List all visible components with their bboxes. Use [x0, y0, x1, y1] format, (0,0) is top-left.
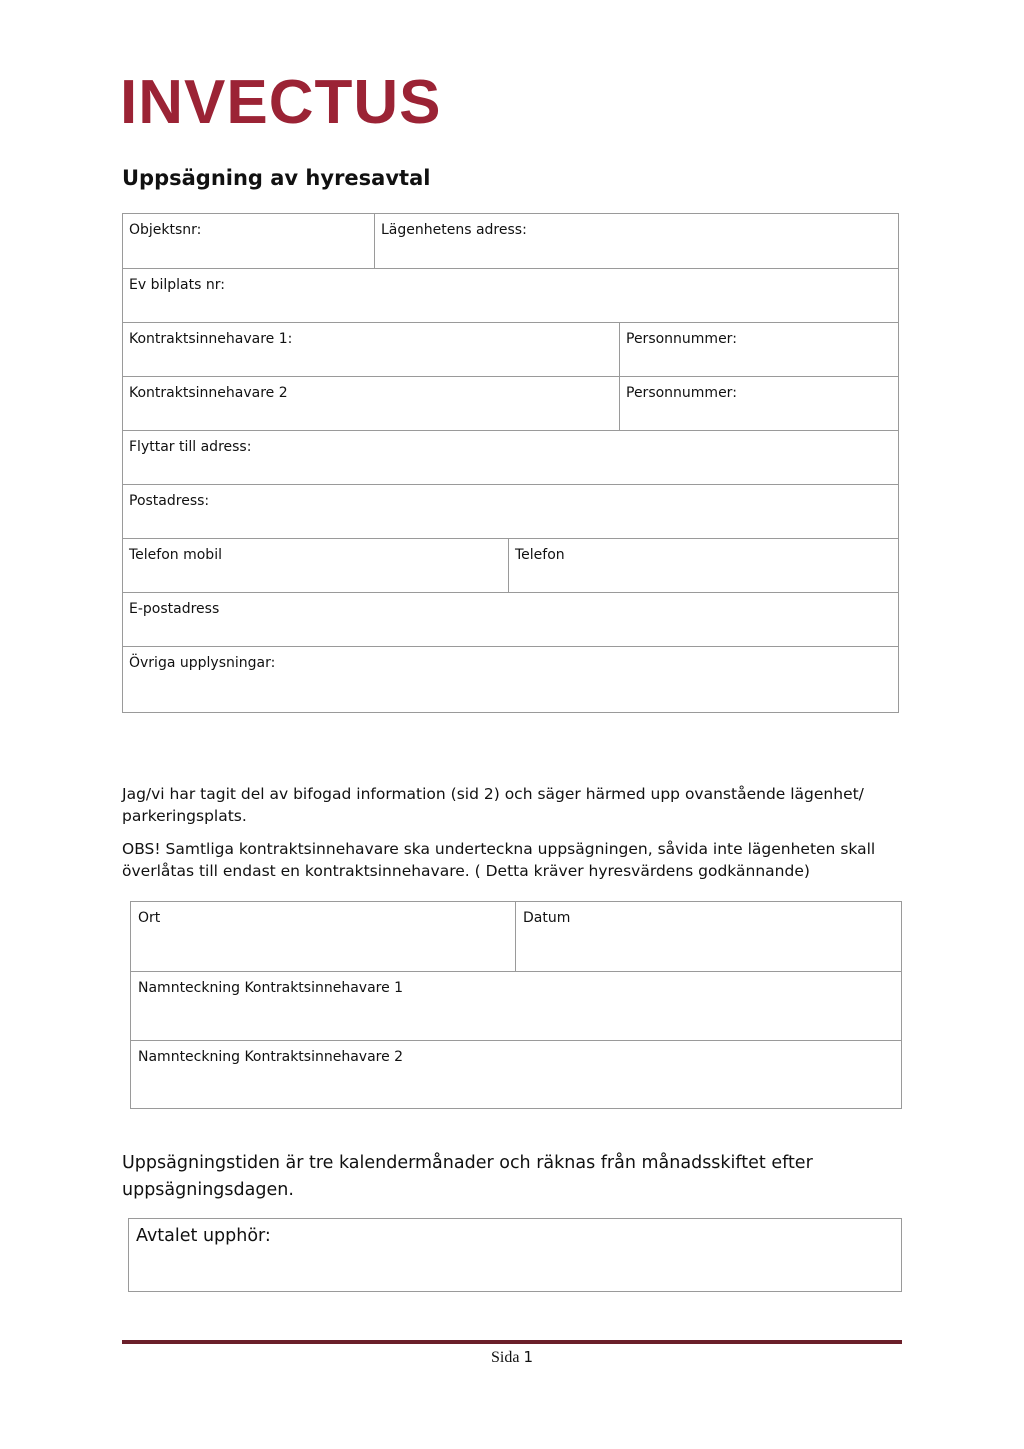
form-row [123, 592, 898, 646]
parking-number-field[interactable]: Ev bilplats nr: [129, 277, 225, 293]
moving-address-field[interactable]: Flyttar till adress: [129, 439, 252, 455]
tenant-info-form [122, 213, 899, 713]
other-info-field[interactable]: Övriga upplysningar: [129, 655, 276, 671]
page-title: Uppsägning av hyresavtal [122, 166, 431, 190]
phone-field[interactable]: Telefon [508, 539, 898, 592]
form-row [123, 268, 898, 322]
form-row [123, 430, 898, 484]
contract-end-field[interactable]: Avtalet upphör: [136, 1226, 271, 1246]
signature-form [130, 901, 902, 1109]
contract-end-box [128, 1218, 902, 1292]
page-number: 1 [523, 1348, 533, 1366]
form-row [131, 902, 901, 971]
postal-address-field[interactable]: Postadress: [129, 493, 210, 509]
form-row [123, 214, 898, 268]
signature-1-field[interactable]: Namnteckning Kontraktsinnehavare 1 [138, 980, 404, 996]
apartment-address-field[interactable]: Lägenhetens adress: [374, 214, 898, 268]
contract-holder-1-field[interactable]: Kontraktsinnehavare 1: [129, 331, 293, 347]
form-row [123, 538, 898, 592]
contract-holder-2-field[interactable]: Kontraktsinnehavare 2 [129, 385, 288, 401]
objektsnr-field[interactable]: Objektsnr: [129, 222, 202, 238]
footer-divider [122, 1340, 902, 1344]
email-field[interactable]: E-postadress [129, 601, 220, 617]
form-row [131, 971, 901, 1040]
form-row [131, 1040, 901, 1108]
date-field[interactable]: Datum [515, 902, 901, 971]
obs-text: OBS! Samtliga kontraktsinnehavare ska underteckna uppsägningen, såvida inte lägenheten skall överlåtas till endast en kontraktsinnehavare. ( Detta kräver hyresvärdens godkännande) [122, 840, 876, 880]
signature-2-field[interactable]: Namnteckning Kontraktsinnehavare 2 [138, 1049, 404, 1065]
page-label: Sida [491, 1349, 520, 1366]
form-row [123, 484, 898, 538]
declaration-text: Jag/vi har tagit del av bifogad information (sid 2) och säger härmed upp ovanstående lägenhet/ parkeringsplats. [122, 785, 864, 825]
company-logo: INVECTUS [120, 68, 442, 137]
page-footer [0, 1348, 1024, 1367]
mobile-phone-field[interactable]: Telefon mobil [129, 547, 222, 563]
form-row [123, 646, 898, 714]
place-field[interactable]: Ort [138, 910, 161, 926]
form-row [123, 322, 898, 376]
personal-number-2-field[interactable]: Personnummer: [619, 377, 898, 430]
personal-number-1-field[interactable]: Personnummer: [619, 323, 898, 376]
notice-text: Uppsägningstiden är tre kalendermånader och räknas från månadsskiftet efter uppsägningsdagen. [122, 1153, 813, 1200]
form-row [123, 376, 898, 430]
